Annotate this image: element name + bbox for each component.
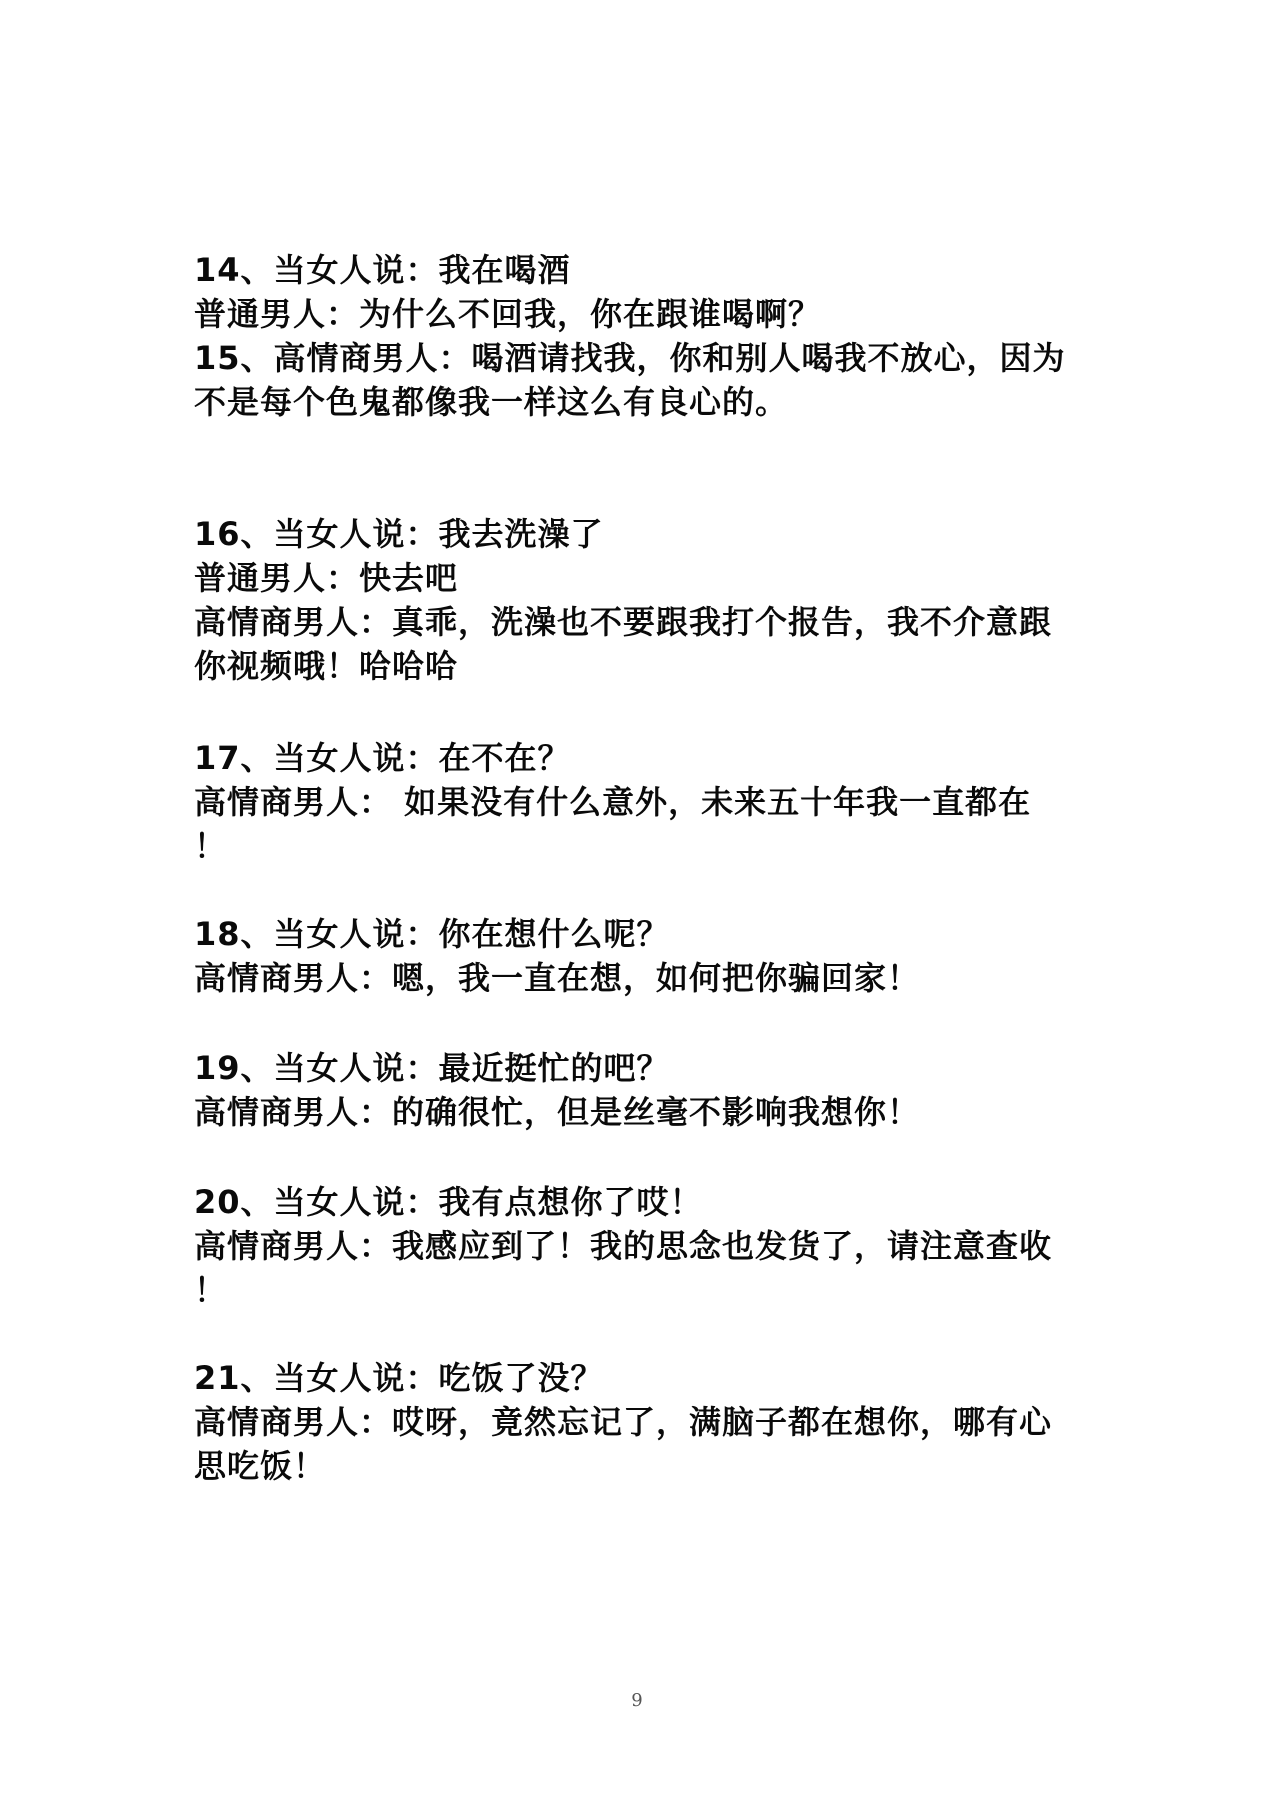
text-line: 高情商男人：的确很忙，但是丝毫不影响我想你！ [194, 1093, 921, 1131]
text-line: 普通男人：为什么不回我，你在跟谁喝啊？ [194, 295, 822, 333]
text-line: 高情商男人：我感应到了！我的思念也发货了，请注意查收 [194, 1227, 1053, 1265]
text-line: 16、当女人说：我去洗澡了 [194, 515, 604, 553]
text-line: 不是每个色鬼都像我一样这么有良心的。 [194, 383, 789, 421]
text-line: 17、当女人说：在不在？ [194, 739, 571, 777]
text-line: 21、当女人说：吃饭了没？ [194, 1359, 604, 1397]
text-line: 高情商男人：嗯，我一直在想，如何把你骗回家！ [194, 959, 921, 997]
text-line: 19、当女人说：最近挺忙的吧？ [194, 1049, 670, 1087]
page-number: 9 [631, 1690, 643, 1711]
text-line: 15、高情商男人：喝酒请找我，你和别人喝我不放心，因为 [194, 339, 1066, 377]
text-line: 20、当女人说：我有点想你了哎！ [194, 1183, 703, 1221]
text-line: 普通男人：快去吧 [194, 559, 459, 597]
text-line: 高情商男人：哎呀，竟然忘记了，满脑子都在想你，哪有心 [194, 1403, 1053, 1441]
text-line: 你视频哦！哈哈哈 [194, 647, 459, 685]
text-line: 高情商男人：真乖，洗澡也不要跟我打个报告，我不介意跟 [194, 603, 1053, 641]
text-line: 高情商男人： 如果没有什么意外，未来五十年我一直都在 [194, 783, 1032, 821]
text-line: ！ [194, 827, 228, 865]
text-line: 思吃饭！ [194, 1447, 327, 1485]
text-line: ！ [194, 1271, 228, 1309]
text-line: 18、当女人说：你在想什么呢？ [194, 915, 670, 953]
text-line: 14、当女人说：我在喝酒 [194, 251, 571, 289]
